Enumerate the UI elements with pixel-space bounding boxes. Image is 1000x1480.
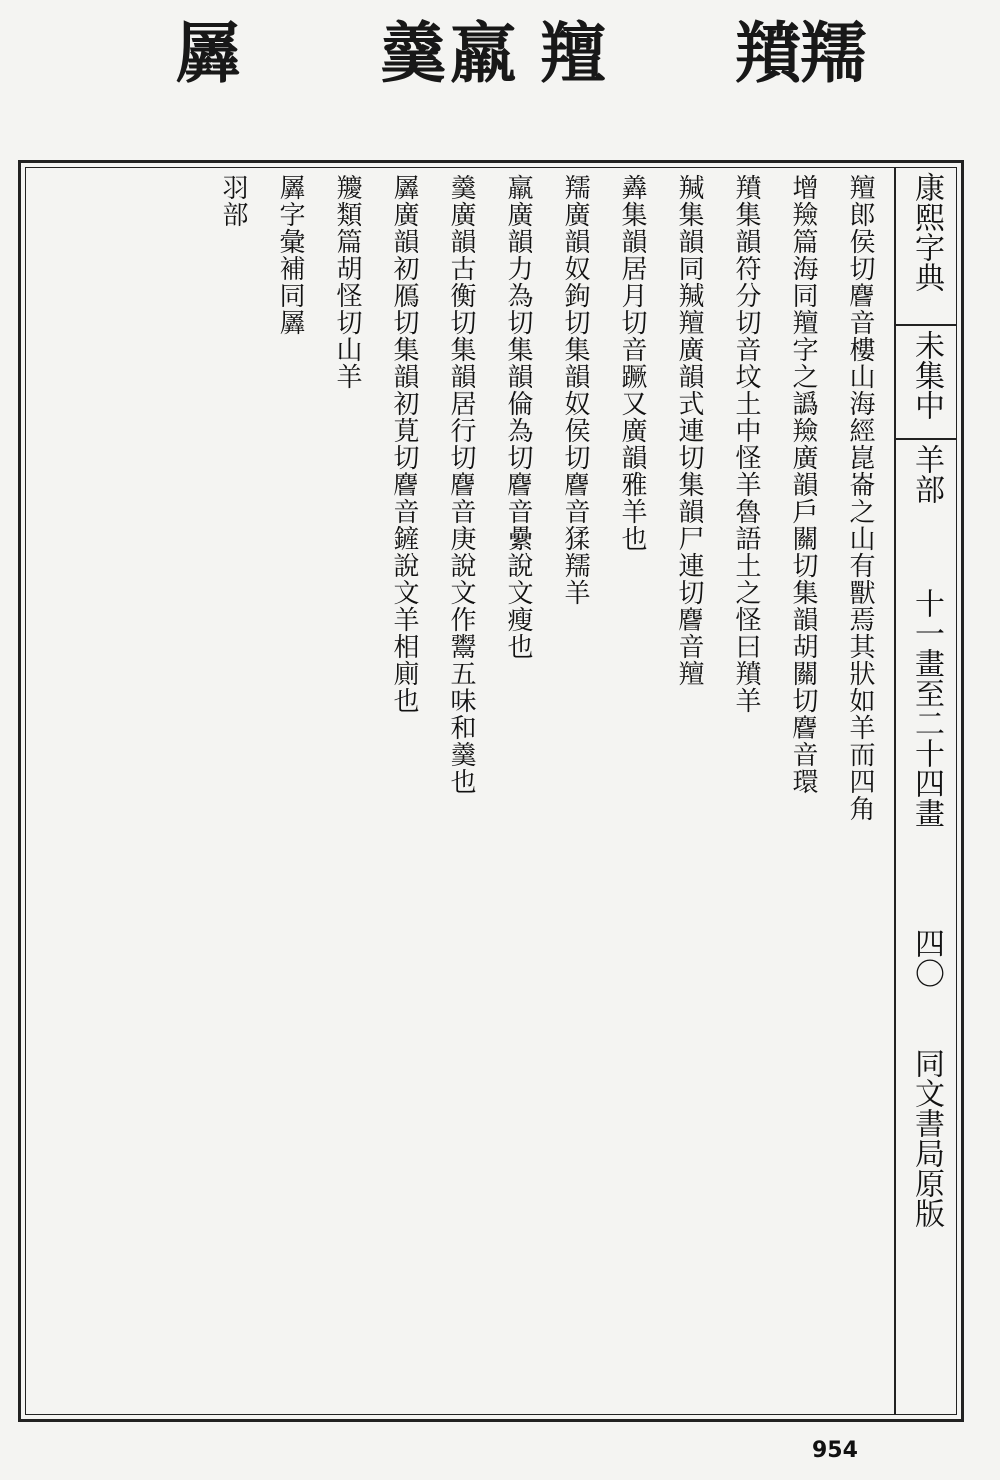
page-number: 954 (812, 1438, 858, 1463)
page-label: 四〇 (909, 928, 944, 988)
radical-label: 羊部 (909, 444, 944, 504)
text-column: 羸廣韻力為切集韻倫為切𪊨音纍說文瘦也 (503, 174, 533, 660)
stroke-range-label: 十一畫至二十四畫 (909, 588, 944, 828)
text-column: 羵集韻符分切音坟土中怪羊魯語土之怪曰羵羊 (731, 174, 761, 714)
page-frame (18, 160, 964, 1422)
text-column-radical-end (204, 174, 261, 1408)
publisher-label: 同文書局原版 (909, 1048, 944, 1228)
seal-char-2: 羹 (380, 14, 446, 92)
text-column: 羹廣韻古衡切集韻居行切𪊨音庚說文作鬻五味和羹也 (446, 174, 476, 795)
seal-char-1: 羼 (175, 14, 241, 92)
book-title: 康熙字典 (909, 172, 944, 292)
next-radical-label: 羽部 (218, 174, 248, 228)
page-frame-inner (25, 167, 957, 1415)
seal-char-3: 羸 (450, 14, 516, 92)
text-column: 羼字彙補同羼 (275, 174, 305, 336)
running-head-divider (896, 438, 956, 440)
text-column: 羼廣韻初鴈切集韻初莧切𪊨音鏟說文羊相廁也 (389, 174, 419, 714)
text-column: 羴集韻居月切音蹶又廣韻雅羊也 (617, 174, 647, 552)
seal-char-4: 羶 (540, 14, 606, 92)
text-column: 羬集韻同羬羶廣韻式連切集韻尸連切𪊨音羶 (674, 174, 704, 687)
seal-char-6: 羺 (800, 14, 866, 92)
text-column: 羶郎侯切𪊨音樓山海經崑崙之山有獸焉其狀如羊而四角 (845, 174, 875, 822)
text-column: 羺廣韻奴鉤切集韻奴侯切𪊨音猱羺羊 (560, 174, 590, 606)
text-column: 羻類篇胡怪切山羊 (332, 174, 362, 390)
running-head-column (894, 168, 956, 1414)
text-column: 增羷篇海同羶字之譌羷廣韻戶關切集韻胡關切𪊨音環 (788, 174, 818, 795)
seal-char-5: 羵 (735, 14, 801, 92)
dictionary-text-body (32, 174, 888, 1408)
seal-script-header (0, 0, 1000, 150)
collection-label: 未集中 (909, 330, 944, 420)
running-head-divider (896, 324, 956, 326)
